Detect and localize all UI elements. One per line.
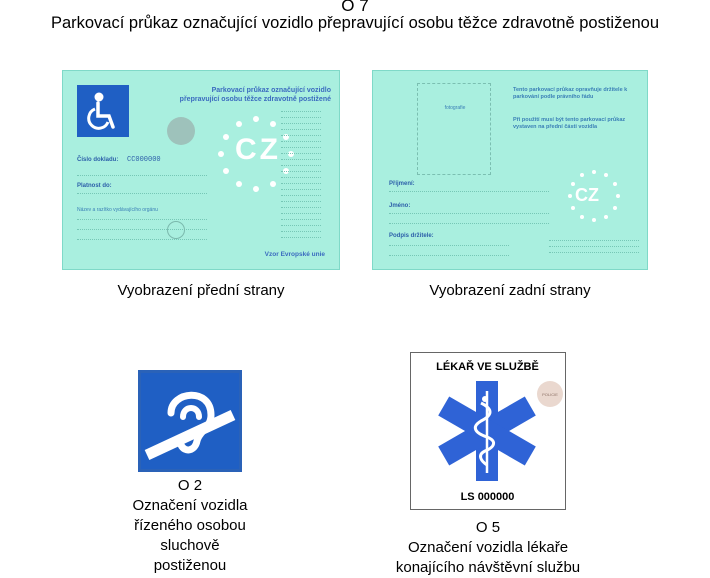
hearing-impaired-sign [138,370,242,472]
front-heading-1: Parkovací průkaz označující vozidlo [211,87,331,94]
parking-card-front [62,70,340,270]
code-o7: O 7 [341,0,369,15]
o5-description [370,518,606,578]
o2-line-1: Označení vozidla [132,497,248,514]
front-heading-2: přepravující osobu těžce zdravotně postižené [179,96,331,103]
parking-card-back [372,70,648,270]
back-small-print [549,237,639,253]
stamp-text: POLICIE [542,392,558,397]
o2-code: O 2 [177,477,203,494]
o2-description [100,476,280,576]
back-notice-2: Při použití musí být tento parkovací průkaz vystaven na přední části vozidla [513,117,626,130]
page-title: Parkovací průkaz označující vozidlo přepravující osobu těžce zdravotně postiženou [50,14,660,32]
photo-label: fotografie [444,105,466,111]
stamp-circle [167,221,185,239]
language-list [281,107,321,238]
front-country-code: CZ [235,133,281,166]
front-caption: Vyobrazení přední strany [117,282,285,299]
o5-heading: LÉKAŘ VE SLUŽBĚ [436,361,539,373]
issuer-label: Název a razítko vydávajícího orgánu [77,207,158,213]
doctor-on-duty-sign [410,352,566,510]
hologram [167,117,195,145]
o2-line-3: sluchově [160,537,220,554]
back-country-code: CZ [575,185,599,205]
police-stamp [537,381,563,407]
o5-code: O 5 [475,519,501,536]
o5-line-2: konajícího návštěvní službu [395,559,581,576]
name-label: Jméno: [389,203,411,209]
front-footer: Vzor Evropské unie [264,251,325,258]
o5-number: LS 000000 [460,491,515,503]
star-of-life-icon [431,375,543,487]
wheelchair-icon [77,85,129,137]
surname-label: Příjmení: [389,181,415,187]
doc-number-value: CC000000 [127,156,161,164]
valid-until-label: Platnost do: [77,183,112,189]
signature-label: Podpis držitele: [389,233,434,239]
back-caption: Vyobrazení zadní strany [429,282,591,299]
doc-number-label: Číslo dokladu: [77,157,119,163]
o5-line-1: Označení vozidla lékaře [407,539,569,556]
ear-icon [141,373,239,469]
o2-line-4: postiženou [153,557,227,574]
back-notice-1: Tento parkovací průkaz opravňuje držitele k parkování podle právního řádu [513,87,628,100]
photo-box [417,83,491,175]
o2-line-2: řízeného osobou [134,517,246,534]
